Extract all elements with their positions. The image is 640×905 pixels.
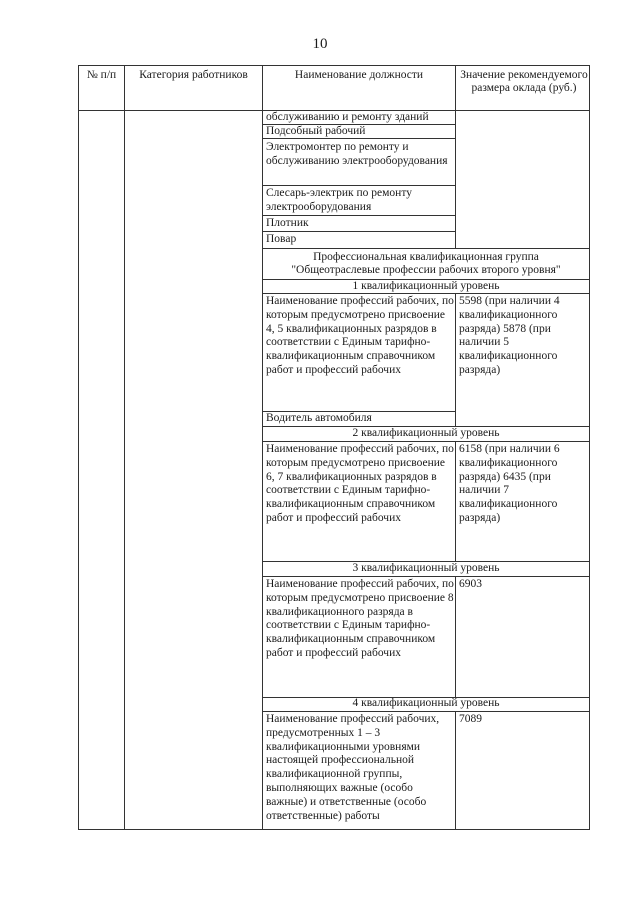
level-title: 1 квалификационный уровень: [352, 280, 500, 292]
salary-value: 7089: [459, 713, 482, 725]
level-title: 3 квалификационный уровень: [352, 562, 500, 574]
salary-value: 6903: [459, 578, 482, 590]
position-row: Плотник: [266, 217, 309, 229]
group-title: Профессиональная квалификационная группа "Общеотраслевые профессии рабочих второго уровня": [291, 251, 561, 276]
page-number: 10: [312, 36, 328, 52]
salary-value: 5598 (при наличии 4 квалификационного разряда) 5878 (при наличии 5 квалификационного разряда): [459, 295, 560, 376]
position-row: Водитель автомобиля: [266, 412, 372, 424]
level-title: 2 квалификационный уровень: [352, 427, 500, 439]
header-num: № п/п: [86, 69, 117, 81]
level-title: 4 квалификационный уровень: [352, 697, 500, 709]
position-row: обслуживанию и ремонту зданий: [266, 111, 429, 123]
header-position: Наименование должности: [294, 69, 424, 81]
header-category: Категория работников: [139, 69, 248, 81]
header-salary: Значение рекомендуемого размера оклада (руб.): [460, 69, 588, 94]
position-row: Наименование профессий рабочих, по которым предусмотрено присвоение 4, 5 квалификационных разрядов в соответствии с Единым тарифно-квалификационным справочником работ и профессий рабочих: [266, 295, 454, 376]
salary-value: 6158 (при наличии 6 квалификационного разряда) 6435 (при наличии 7 квалификационного разряда): [459, 443, 560, 524]
position-row: Наименование профессий рабочих, по которым предусмотрено присвоение 6, 7 квалификационных разрядов в соответствии с Единым тарифно-квалификационным справочником работ и профессий рабочих: [266, 443, 454, 524]
position-row: Подсобный рабочий: [266, 125, 366, 137]
position-row: Повар: [266, 233, 297, 245]
position-row: Наименование профессий рабочих, по которым предусмотрено присвоение 8 квалификационного разряда в соответствии с Единым тарифно-квалификационным справочником работ и профессий рабочих: [266, 578, 454, 659]
position-row: Слесарь-электрик по ремонту электрооборудования: [266, 187, 412, 213]
position-row: Наименование профессий рабочих, предусмотренных 1 – 3 квалификационными уровнями настоящей профессиональной квалификационной группы, выполняющих важные (особо важные) и ответственные (особо ответственные) работы: [266, 713, 440, 822]
position-row: Электромонтер по ремонту и обслуживанию электрооборудования: [266, 141, 448, 167]
